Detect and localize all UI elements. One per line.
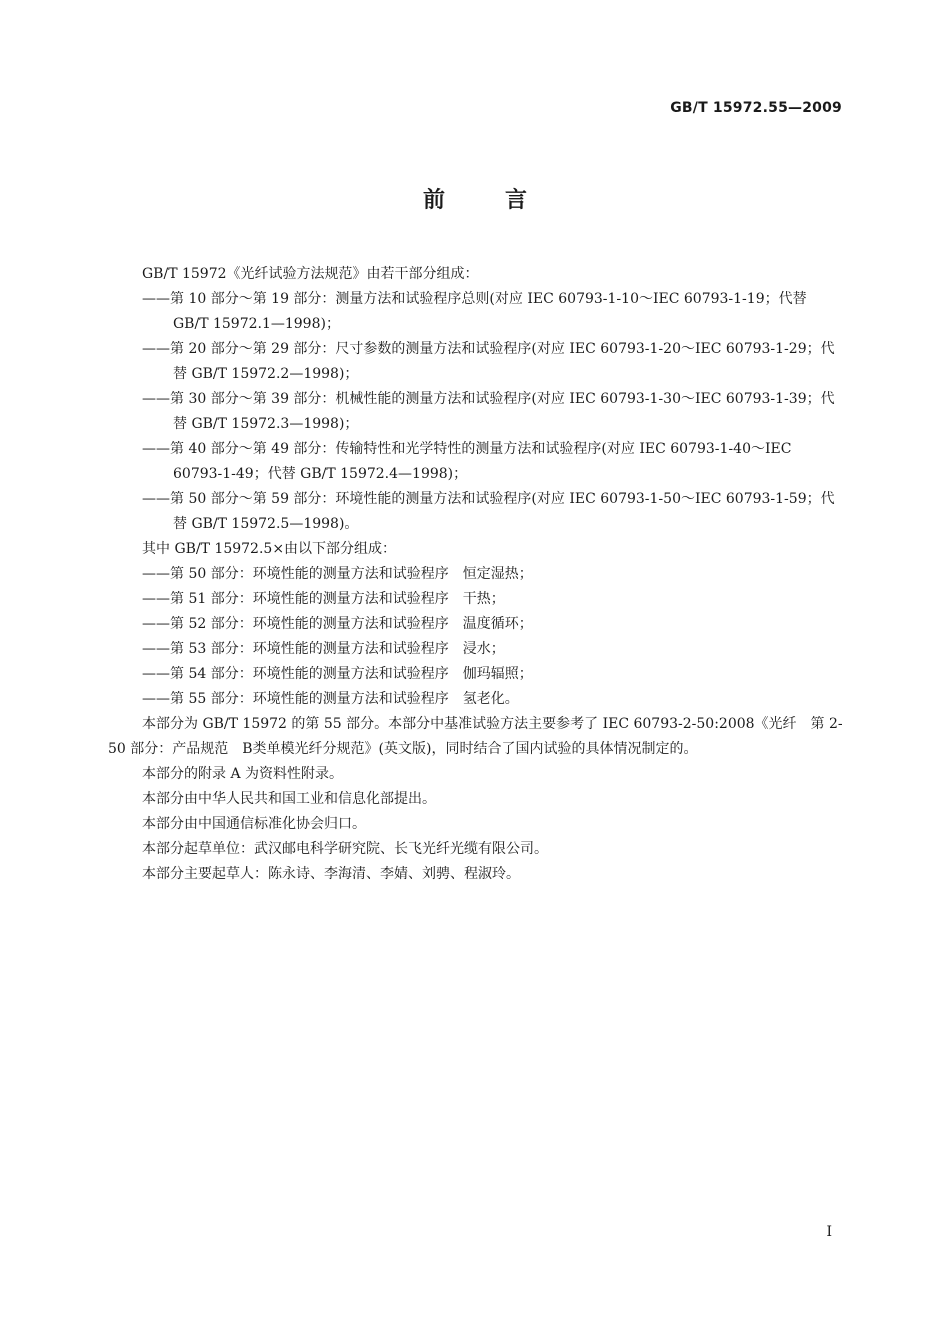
part-list-item: ——第 40 部分～第 49 部分：传输特性和光学特性的测量方法和试验程序(对应 IEC 60793-1-40～IEC 60793-1-49；代替 GB/T 15972.4—1998)； [142, 441, 792, 482]
part-list-item: ——第 10 部分～第 19 部分：测量方法和试验程序总则(对应 IEC 60793-1-10～IEC 60793-1-19；代替 GB/T 15972.1—1998)； [142, 291, 807, 332]
page-number: I [826, 1224, 832, 1240]
title-char-1: 前 [422, 188, 445, 213]
drafters-paragraph: 本部分主要起草人：陈永诗、李海清、李婧、刘骋、程淑玲。 [142, 866, 520, 882]
page-title [0, 183, 950, 214]
drafting-units-paragraph: 本部分起草单位：武汉邮电科学研究院、长飞光纤光缆有限公司。 [142, 841, 548, 857]
sub-part-list-item: ——第 55 部分：环境性能的测量方法和试验程序 氢老化。 [142, 691, 519, 707]
proposer-paragraph: 本部分由中华人民共和国工业和信息化部提出。 [142, 791, 436, 807]
part-list-item: ——第 20 部分～第 29 部分：尺寸参数的测量方法和试验程序(对应 IEC 60793-1-20～IEC 60793-1-29；代替 GB/T 15972.2—1998)； [142, 341, 835, 382]
reference-paragraph: 本部分为 GB/T 15972 的第 55 部分。本部分中基准试验方法主要参考了 IEC 60793-2-50:2008《光纤 第 2-50 部分：产品规范 B类单模光纤分规范》(英文版)，同时结合了国内试验的具体情况制定的。 [108, 716, 843, 757]
annex-paragraph: 本部分的附录 A 为资料性附录。 [142, 766, 344, 782]
sub-part-list-item: ——第 52 部分：环境性能的测量方法和试验程序 温度循环； [142, 616, 533, 632]
foreword-body [108, 262, 843, 887]
sub-part-list-item: ——第 50 部分：环境性能的测量方法和试验程序 恒定湿热； [142, 566, 533, 582]
centralized-paragraph: 本部分由中国通信标准化协会归口。 [142, 816, 366, 832]
part-list-item: ——第 30 部分～第 39 部分：机械性能的测量方法和试验程序(对应 IEC 60793-1-30～IEC 60793-1-39；代替 GB/T 15972.3—1998)； [142, 391, 835, 432]
part-list-item: ——第 50 部分～第 59 部分：环境性能的测量方法和试验程序(对应 IEC 60793-1-50～IEC 60793-1-59；代替 GB/T 15972.5—1998)。 [142, 491, 835, 532]
intro-paragraph: GB/T 15972《光纤试验方法规范》由若干部分组成： [142, 266, 479, 282]
sub-part-list-item: ——第 51 部分：环境性能的测量方法和试验程序 干热； [142, 591, 505, 607]
title-char-2: 言 [505, 188, 528, 213]
sub-intro-paragraph: 其中 GB/T 15972.5×由以下部分组成： [142, 541, 397, 557]
standard-code: GB/T 15972.55—2009 [670, 100, 842, 116]
sub-part-list-item: ——第 53 部分：环境性能的测量方法和试验程序 浸水； [142, 641, 505, 657]
sub-part-list-item: ——第 54 部分：环境性能的测量方法和试验程序 伽玛辐照； [142, 666, 533, 682]
